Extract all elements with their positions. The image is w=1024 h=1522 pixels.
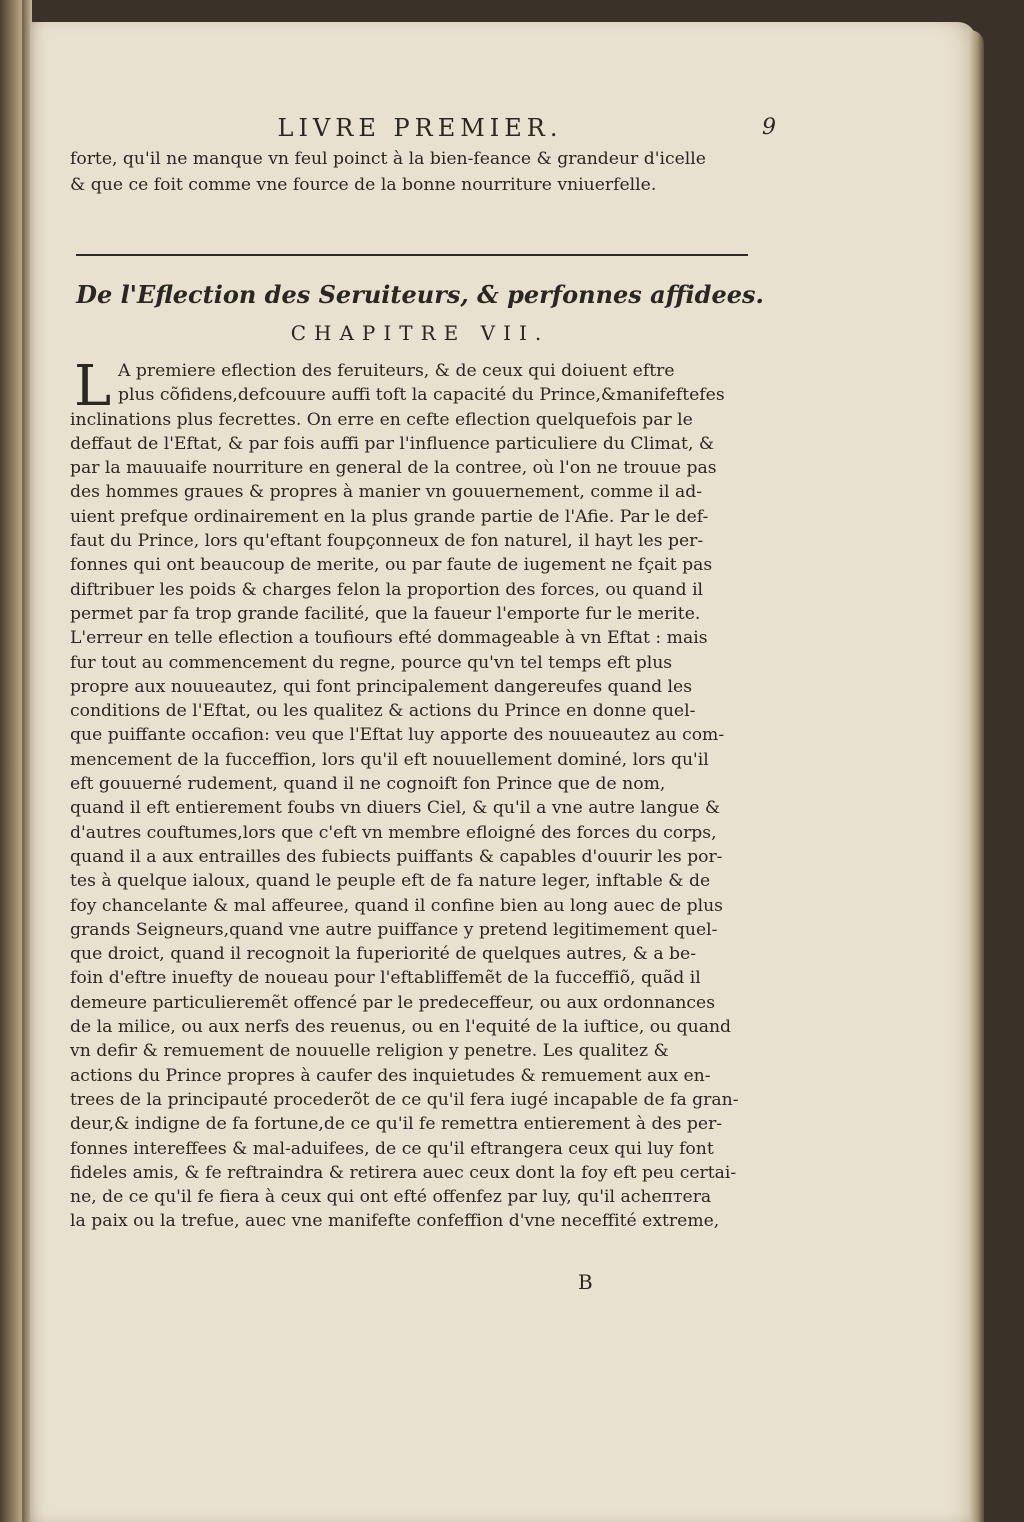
text-line: par la mauuaife nourriture en general de la contree, où l'on ne trouue pas: [70, 458, 717, 479]
text-line: trees de la principauté procederõt de ce qu'il fera iugé incapable de fa gran-: [70, 1089, 739, 1110]
text-line: uient prefque ordinairement en la plus grande partie de l'Afie. Par le def-: [70, 506, 709, 527]
page-number: 9: [762, 115, 776, 140]
running-head: [70, 110, 776, 146]
signature-mark: B: [578, 1270, 593, 1294]
text-line: fur tout au commencement du regne, pource qu'vn tel temps eft plus: [70, 652, 673, 673]
text-line: propre aux nouueautez, qui font principalement dangereufes quand les: [70, 676, 693, 697]
text-line: L'erreur en telle eflection a toufiours efté dommageable à vn Eftat : mais: [70, 628, 708, 649]
running-head-title: LIVRE PREMIER.: [277, 114, 563, 142]
text-line: deur,& indigne de fa fortune,de ce qu'il fe remettra entierement à des per-: [70, 1114, 723, 1135]
text-line: conditions de l'Eftat, ou les qualitez & actions du Prince en donne quel-: [70, 701, 696, 722]
text-line: A premiere eflection des feruiteurs, & de ceux qui doiuent eftre: [118, 361, 675, 381]
text-line: permet par fa trop grande facilité, que la faueur l'emporte fur le merite.: [70, 603, 701, 624]
text-line: d'autres couftumes,lors que c'eft vn membre efloigné des forces du corps,: [70, 822, 717, 843]
text-line: des hommes graues & propres à manier vn gouuernement, comme il ad-: [70, 482, 703, 503]
text-line: fonnes intereffees & mal-aduifees, de ce qu'il eftrangera ceux qui luy font: [70, 1138, 714, 1159]
text-line: actions du Prince propres à caufer des inquietudes & remuement aux en-: [70, 1065, 711, 1086]
text-line: tes à quelque ialoux, quand le peuple eft de fa nature leger, inftable & de: [70, 871, 711, 892]
text-line: vn defir & remuement de nouuelle religion y penetre. Les qualitez &: [70, 1041, 669, 1062]
page-edge-shadow: [970, 30, 984, 1522]
chapter-body: [70, 354, 770, 1234]
text-line: foin d'eftre inuefty de noueau pour l'eftabliffemẽt de la fucceffiõ, quãd il: [70, 968, 701, 989]
text-line: plus cõfidens,defcouure auffi toft la capacité du Prince,&manifeftefes: [118, 385, 725, 406]
text-line: foy chancelante & mal affeuree, quand il confine bien au long auec de plus: [70, 895, 723, 916]
text-line: & que ce foit comme vne fource de la bonne nourriture vniuerfelle.: [70, 175, 657, 195]
text-line: de la milice, ou aux nerfs des reuenus, ou en l'equité de la iuftice, ou quand: [70, 1017, 732, 1038]
text-line: diftribuer les poids & charges felon la proportion des forces, ou quand il: [70, 579, 704, 600]
text-line: grands Seigneurs,quand vne autre puiffance y pretend legitimement quel-: [70, 919, 718, 940]
text-line: quand il a aux entrailles des fubiects puiffants & capables d'ouurir les por-: [70, 846, 723, 867]
section-divider-rule: [76, 254, 748, 256]
text-line: que puiffante occafion: veu que l'Eftat luy apporte des nouueautez au com-: [70, 725, 725, 746]
text-line: fideles amis, & fe reftraindra & retirera auec ceux dont la foy eft peu certai-: [70, 1162, 737, 1183]
text-line: inclinations plus fecrettes. On erre en cefte eflection quelquefois par le: [70, 409, 693, 430]
text-line: que droict, quand il recognoit la fuperiorité de quelques autres, & a be-: [70, 944, 697, 965]
drop-cap: L: [74, 354, 112, 419]
text-line: quand il eft entierement foubs vn diuers Ciel, & qu'il a vne autre langue &: [70, 798, 721, 819]
carry-over-text: [70, 146, 770, 198]
text-line: ne, de ce qu'il fe fiera à ceux qui ont efté offenfez par luy, qu'il achептera: [70, 1187, 712, 1208]
text-line: deffaut de l'Eftat, & par fois auffi par l'influence particuliere du Climat, &: [70, 433, 715, 454]
text-line: forte, qu'il ne manque vn feul poinct à la bien-feance & grandeur d'icelle: [70, 149, 706, 169]
page-text: [70, 110, 776, 1234]
chapter-number: CHAPITRE VII.: [290, 321, 550, 345]
text-line: demeure particulieremẽt offencé par le predeceffeur, ou aux ordonnances: [70, 992, 716, 1013]
text-line: faut du Prince, lors qu'eftant foupçonneux de fon naturel, il hayt les per-: [70, 531, 704, 552]
text-line: la paix ou la trefue, auec vne manifefte confeffion d'vne neceffité extreme,: [70, 1211, 720, 1232]
text-line: mencement de la fucceffion, lors qu'il eft nouuellement dominé, lors qu'il: [70, 749, 709, 770]
text-line: eft gouuerné rudement, quand il ne cognoift fon Prince que de nom,: [70, 774, 666, 795]
text-line: fonnes qui ont beaucoup de merite, ou par faute de iugement ne fçait pas: [70, 555, 713, 576]
previous-page-edge: [0, 0, 22, 1522]
chapter-heading: De l'Eflection des Seruiteurs, & perfonnes affidees.: [76, 280, 764, 309]
